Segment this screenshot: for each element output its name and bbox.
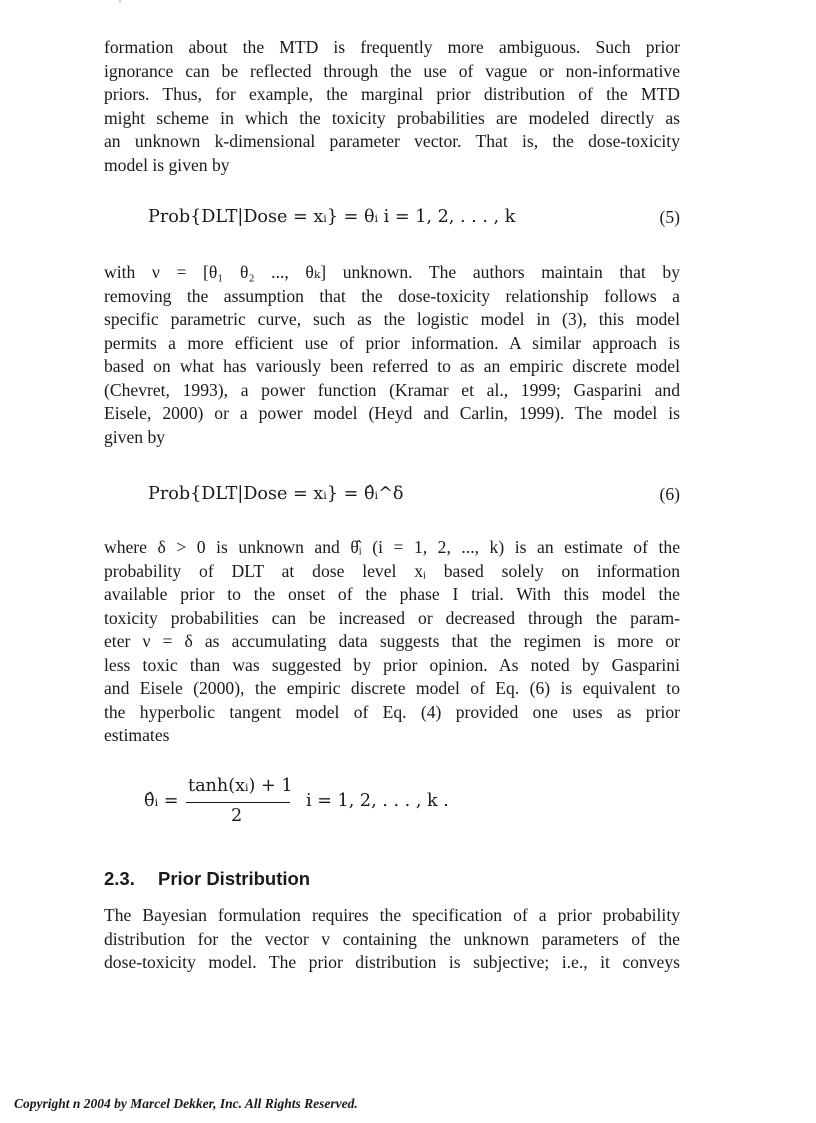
fraction-denominator: 2	[231, 806, 243, 826]
text-line: The Bayesian formulation requires the specification of a prior probability	[104, 905, 680, 925]
section-number: 2.3.	[104, 868, 135, 889]
equation-5-body: Prob{DLT|Dose = xᵢ} = θᵢ i = 1, 2, . . . , k	[148, 207, 516, 227]
text-line: Eisele, 2000) or a power model (Heyd and Carlin, 1999). The model is	[104, 403, 680, 423]
section-heading	[104, 868, 310, 890]
equation-prior-estimates	[104, 776, 680, 836]
text-line: distribution for the vector v containing the unknown parameters of the	[104, 928, 680, 949]
section-title: Prior Distribution	[158, 868, 311, 889]
text-line: model is given by	[104, 154, 230, 175]
text-line: removing the assumption that the dose-toxicity relationship follows a	[104, 285, 680, 306]
text-line: with ν = [θ₁ θ₂ ..., θₖ] unknown. The authors maintain that by	[104, 262, 680, 282]
equation-6-body: Prob{DLT|Dose = xᵢ} = θ̂ᵢ^δ	[148, 484, 404, 504]
equation-5	[104, 204, 680, 230]
text-line: formation about the MTD is frequently more ambiguous. Such prior	[104, 37, 680, 57]
text-line: an unknown k-dimensional parameter vector. That is, the dose-toxicity	[104, 131, 680, 151]
text-line: less toxic than was suggested by prior opinion. As noted by Gasparini	[104, 654, 680, 675]
text-line: estimates	[104, 725, 170, 745]
copyright-footer: Copyright n 2004 by Marcel Dekker, Inc. All Rights Reserved.	[14, 1096, 358, 1111]
text-line: given by	[104, 426, 166, 447]
page-mark: ·	[118, 0, 122, 8]
fraction-bar	[186, 802, 290, 803]
text-line: ignorance can be reflected through the use of vague or non-informative	[104, 60, 680, 81]
text-line: dose-toxicity model. The prior distribution is subjective; i.e., it conveys	[104, 952, 680, 972]
text-line: the hyperbolic tangent model of Eq. (4) provided one uses as prior	[104, 701, 680, 722]
text-line: might scheme in which the toxicity probabilities are modeled directly as	[104, 107, 680, 128]
paragraph-1	[104, 36, 680, 177]
text-line: and Eisele (2000), the empiric discrete model of Eq. (6) is equivalent to	[104, 678, 680, 698]
paragraph-4	[104, 904, 680, 975]
equation-5-number: (5)	[659, 207, 680, 227]
text-line: permits a more efficient use of prior information. A similar approach is	[104, 332, 680, 353]
fraction-range: i = 1, 2, . . . , k .	[306, 791, 449, 811]
text-line: available prior to the onset of the phase I trial. With this model the	[104, 584, 680, 604]
text-line: toxicity probabilities can be increased or decreased through the param-	[104, 607, 680, 628]
paragraph-3	[104, 536, 680, 748]
fraction-numerator: tanh(xᵢ) + 1	[188, 776, 293, 796]
paragraph-2	[104, 261, 680, 449]
text-line: eter ν = δ as accumulating data suggests that the regimen is more or	[104, 631, 680, 651]
text-line: priors. Thus, for example, the marginal prior distribution of the MTD	[104, 84, 680, 104]
text-line: based on what has variously been referred to as an empiric discrete model	[104, 356, 680, 376]
text-line: (Chevret, 1993), a power function (Kramar et al., 1999; Gasparini and	[104, 379, 680, 400]
text-line: probability of DLT at dose level xᵢ based solely on information	[104, 560, 680, 581]
equation-6-number: (6)	[659, 484, 680, 504]
text-line: where δ > 0 is unknown and θ̂ᵢ (i = 1, 2, ..., k) is an estimate of the	[104, 537, 680, 557]
fraction-lhs: θ̂ᵢ =	[144, 791, 179, 811]
equation-6	[104, 481, 680, 507]
text-line: specific parametric curve, such as the logistic model in (3), this model	[104, 309, 680, 329]
